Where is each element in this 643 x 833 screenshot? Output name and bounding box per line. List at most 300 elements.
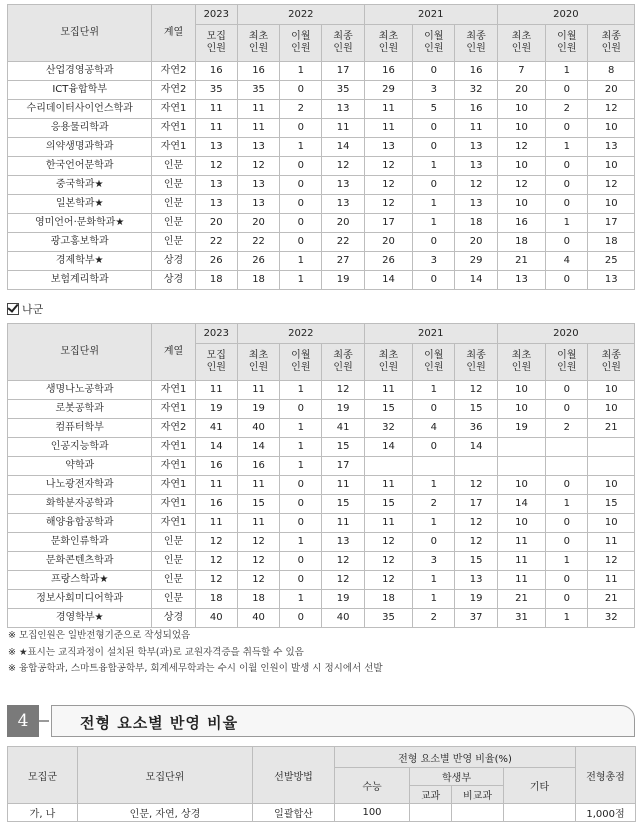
header-carry: 이월 인원 <box>546 25 588 62</box>
count-cell: 0 <box>280 157 322 176</box>
count-cell: 11 <box>195 476 237 495</box>
count-cell: 35 <box>322 81 364 100</box>
count-cell: 14 <box>237 438 279 457</box>
count-cell: 0 <box>413 119 455 138</box>
unit-name-cell: 경영학부★ <box>8 609 152 628</box>
unit-name-cell: 화학분자공학과 <box>8 495 152 514</box>
count-cell: 19 <box>195 400 237 419</box>
count-cell: 12 <box>455 176 497 195</box>
count-cell: 27 <box>322 252 364 271</box>
count-cell: 2 <box>546 419 588 438</box>
header-carry: 이월 인원 <box>413 344 455 381</box>
ratio-method: 일괄합산 <box>253 804 335 822</box>
ratio-subject <box>410 804 452 822</box>
table-row <box>8 233 635 252</box>
count-cell: 40 <box>195 609 237 628</box>
header-final: 최종 인원 <box>322 25 364 62</box>
table-row <box>8 214 635 233</box>
count-cell: 4 <box>546 252 588 271</box>
count-cell: 41 <box>195 419 237 438</box>
count-cell: 26 <box>237 252 279 271</box>
table-row <box>8 252 635 271</box>
count-cell: 14 <box>364 271 412 290</box>
count-cell: 0 <box>280 400 322 419</box>
count-cell <box>546 438 588 457</box>
nagun-label <box>7 301 43 317</box>
count-cell: 19 <box>497 419 545 438</box>
count-cell <box>546 457 588 476</box>
count-cell: 0 <box>280 119 322 138</box>
nagun-text: 나군 <box>22 303 44 316</box>
header-first: 최초 인원 <box>497 344 545 381</box>
count-cell: 36 <box>455 419 497 438</box>
unit-name-cell: 정보사회미디어학과 <box>8 590 152 609</box>
count-cell: 12 <box>364 195 412 214</box>
count-cell: 17 <box>588 214 635 233</box>
count-cell: 13 <box>322 533 364 552</box>
field-cell: 자연1 <box>152 100 195 119</box>
count-cell: 3 <box>413 252 455 271</box>
count-cell: 11 <box>322 119 364 138</box>
count-cell: 3 <box>413 81 455 100</box>
table-row <box>8 533 635 552</box>
count-cell: 0 <box>280 214 322 233</box>
count-cell: 35 <box>237 81 279 100</box>
count-cell: 12 <box>588 100 635 119</box>
field-cell: 자연1 <box>152 438 195 457</box>
count-cell: 1 <box>280 138 322 157</box>
unit-name-cell: 영미언어·문화학과★ <box>8 214 152 233</box>
count-cell: 1 <box>546 552 588 571</box>
table-row <box>8 157 635 176</box>
count-cell: 13 <box>322 195 364 214</box>
header-first: 최초 인원 <box>364 25 412 62</box>
count-cell: 0 <box>546 571 588 590</box>
table-row <box>8 609 635 628</box>
table-row <box>8 495 635 514</box>
count-cell: 18 <box>195 590 237 609</box>
field-cell: 인문 <box>152 590 195 609</box>
count-cell: 12 <box>588 552 635 571</box>
count-cell: 21 <box>497 252 545 271</box>
count-cell: 2 <box>413 495 455 514</box>
count-cell: 15 <box>455 400 497 419</box>
count-cell: 26 <box>195 252 237 271</box>
field-cell: 자연2 <box>152 81 195 100</box>
count-cell: 1 <box>413 195 455 214</box>
count-cell: 16 <box>237 62 279 81</box>
count-cell: 16 <box>364 62 412 81</box>
header-unit: 모집단위 <box>8 5 152 62</box>
count-cell: 16 <box>455 100 497 119</box>
section-title-box <box>51 705 635 737</box>
unit-name-cell: 응용물리학과 <box>8 119 152 138</box>
count-cell: 18 <box>364 590 412 609</box>
count-cell: 12 <box>455 514 497 533</box>
count-cell: 16 <box>195 495 237 514</box>
count-cell: 13 <box>364 138 412 157</box>
unit-name-cell: 생명나노공학과 <box>8 381 152 400</box>
na-table-body <box>8 381 635 628</box>
table-row <box>8 195 635 214</box>
count-cell: 13 <box>195 176 237 195</box>
ratio-other <box>504 804 576 822</box>
count-cell: 10 <box>497 381 545 400</box>
section-header <box>7 705 635 737</box>
count-cell: 19 <box>237 400 279 419</box>
count-cell: 16 <box>455 62 497 81</box>
count-cell: 12 <box>237 533 279 552</box>
header-total: 전형총점 <box>576 747 636 804</box>
count-cell: 12 <box>322 571 364 590</box>
count-cell: 1 <box>546 138 588 157</box>
field-cell: 인문 <box>152 157 195 176</box>
count-cell: 1 <box>546 609 588 628</box>
count-cell: 11 <box>455 119 497 138</box>
count-cell: 1 <box>546 62 588 81</box>
count-cell: 1 <box>280 590 322 609</box>
count-cell: 10 <box>497 400 545 419</box>
header-year-2021: 2021 <box>364 324 497 344</box>
count-cell: 1 <box>280 381 322 400</box>
count-cell <box>413 457 455 476</box>
count-cell: 13 <box>322 176 364 195</box>
header-field: 계열 <box>152 5 195 62</box>
count-cell: 13 <box>455 138 497 157</box>
count-cell: 0 <box>546 271 588 290</box>
ratio-suneung: 100 <box>335 804 410 822</box>
field-cell: 인문 <box>152 552 195 571</box>
unit-name-cell: 문화인류학과 <box>8 533 152 552</box>
count-cell: 12 <box>195 157 237 176</box>
footnote: ※ 융합공학과, 스마트융합공학부, 회계세무학과는 수시 이월 인원이 발생 시 정시에서 선발 <box>8 663 383 674</box>
count-cell: 32 <box>455 81 497 100</box>
na-table-header <box>8 324 635 381</box>
ratio-row <box>8 804 636 822</box>
count-cell: 1 <box>280 419 322 438</box>
count-cell: 10 <box>497 476 545 495</box>
count-cell: 1 <box>413 381 455 400</box>
count-cell: 13 <box>588 138 635 157</box>
field-cell: 인문 <box>152 233 195 252</box>
count-cell: 2 <box>413 609 455 628</box>
table-row <box>8 138 635 157</box>
count-cell: 15 <box>364 495 412 514</box>
count-cell: 13 <box>237 138 279 157</box>
count-cell: 18 <box>237 590 279 609</box>
count-cell: 13 <box>455 571 497 590</box>
count-cell: 20 <box>588 81 635 100</box>
count-cell <box>588 457 635 476</box>
count-cell: 0 <box>413 176 455 195</box>
table-row <box>8 100 635 119</box>
field-cell: 자연1 <box>152 476 195 495</box>
count-cell: 12 <box>455 381 497 400</box>
count-cell: 13 <box>497 271 545 290</box>
count-cell: 0 <box>413 400 455 419</box>
count-cell: 32 <box>588 609 635 628</box>
count-cell: 0 <box>413 233 455 252</box>
count-cell <box>497 438 545 457</box>
count-cell: 22 <box>237 233 279 252</box>
count-cell: 11 <box>195 119 237 138</box>
header-quota: 모집 인원 <box>195 25 237 62</box>
count-cell: 25 <box>588 252 635 271</box>
count-cell: 13 <box>195 195 237 214</box>
field-cell: 인문 <box>152 214 195 233</box>
table-row <box>8 476 635 495</box>
count-cell: 40 <box>322 609 364 628</box>
count-cell: 22 <box>195 233 237 252</box>
count-cell: 14 <box>497 495 545 514</box>
count-cell: 11 <box>364 381 412 400</box>
header-first: 최초 인원 <box>497 25 545 62</box>
count-cell: 19 <box>322 590 364 609</box>
count-cell: 19 <box>322 271 364 290</box>
table-row <box>8 514 635 533</box>
count-cell: 1 <box>413 514 455 533</box>
count-cell: 11 <box>364 119 412 138</box>
count-cell: 14 <box>455 271 497 290</box>
header-unit: 모집단위 <box>78 747 253 804</box>
unit-name-cell: 한국언어문학과 <box>8 157 152 176</box>
count-cell: 2 <box>280 100 322 119</box>
unit-name-cell: 인공지능학과 <box>8 438 152 457</box>
table-row <box>8 419 635 438</box>
count-cell: 16 <box>237 457 279 476</box>
count-cell: 12 <box>195 571 237 590</box>
count-cell: 11 <box>364 476 412 495</box>
unit-name-cell: 광고홍보학과 <box>8 233 152 252</box>
count-cell: 13 <box>237 176 279 195</box>
table-row <box>8 62 635 81</box>
section-number: 4 <box>7 705 39 737</box>
count-cell: 18 <box>497 233 545 252</box>
count-cell: 20 <box>195 214 237 233</box>
count-cell: 12 <box>455 476 497 495</box>
count-cell: 7 <box>497 62 545 81</box>
count-cell: 12 <box>322 381 364 400</box>
count-cell: 0 <box>546 400 588 419</box>
unit-name-cell: 수리데이터사이언스학과 <box>8 100 152 119</box>
count-cell: 0 <box>280 176 322 195</box>
ratio-table-header <box>8 747 636 804</box>
count-cell <box>588 438 635 457</box>
count-cell: 15 <box>322 438 364 457</box>
count-cell: 12 <box>322 552 364 571</box>
ratio-table <box>7 746 636 822</box>
count-cell: 11 <box>588 571 635 590</box>
ratio-total: 1,000점 <box>576 804 636 822</box>
count-cell: 4 <box>413 419 455 438</box>
count-cell: 1 <box>413 590 455 609</box>
count-cell: 0 <box>546 233 588 252</box>
count-cell: 29 <box>455 252 497 271</box>
count-cell: 0 <box>546 590 588 609</box>
count-cell: 12 <box>455 533 497 552</box>
count-cell: 40 <box>237 419 279 438</box>
count-cell: 19 <box>322 400 364 419</box>
count-cell: 11 <box>588 533 635 552</box>
count-cell: 35 <box>364 609 412 628</box>
count-cell: 0 <box>413 438 455 457</box>
ratio-group: 가, 나 <box>8 804 78 822</box>
count-cell: 11 <box>237 381 279 400</box>
count-cell: 13 <box>455 195 497 214</box>
count-cell: 1 <box>280 438 322 457</box>
field-cell: 인문 <box>152 176 195 195</box>
table-row <box>8 119 635 138</box>
unit-name-cell: 해양융합공학과 <box>8 514 152 533</box>
header-final: 최종 인원 <box>588 25 635 62</box>
count-cell: 14 <box>455 438 497 457</box>
count-cell: 21 <box>588 590 635 609</box>
count-cell: 11 <box>322 514 364 533</box>
count-cell: 11 <box>497 552 545 571</box>
ratio-nonsubject <box>452 804 504 822</box>
count-cell: 1 <box>413 476 455 495</box>
field-cell: 자연2 <box>152 62 195 81</box>
count-cell: 0 <box>280 571 322 590</box>
field-cell: 인문 <box>152 533 195 552</box>
count-cell: 35 <box>195 81 237 100</box>
count-cell: 13 <box>322 100 364 119</box>
count-cell: 18 <box>588 233 635 252</box>
count-cell: 18 <box>455 214 497 233</box>
count-cell: 10 <box>497 119 545 138</box>
count-cell: 12 <box>364 533 412 552</box>
count-cell: 20 <box>455 233 497 252</box>
count-cell: 11 <box>237 119 279 138</box>
count-cell: 0 <box>546 119 588 138</box>
count-cell <box>364 457 412 476</box>
count-cell: 32 <box>364 419 412 438</box>
footnote: ※ ★표시는 교직과정이 설치된 학부(과)로 교원자격증을 취득할 수 있음 <box>8 646 304 658</box>
count-cell: 11 <box>195 514 237 533</box>
count-cell: 13 <box>237 195 279 214</box>
unit-name-cell: 나노광전자학과 <box>8 476 152 495</box>
count-cell: 21 <box>588 419 635 438</box>
header-field: 계열 <box>152 324 195 381</box>
unit-name-cell: 약학과 <box>8 457 152 476</box>
table-row <box>8 571 635 590</box>
count-cell: 12 <box>364 176 412 195</box>
header-carry: 이월 인원 <box>546 344 588 381</box>
count-cell: 0 <box>546 157 588 176</box>
table-row <box>8 552 635 571</box>
field-cell: 인문 <box>152 195 195 214</box>
unit-name-cell: 경제학부★ <box>8 252 152 271</box>
count-cell: 5 <box>413 100 455 119</box>
count-cell: 14 <box>364 438 412 457</box>
ga-table-body <box>8 62 635 290</box>
field-cell: 자연1 <box>152 381 195 400</box>
section-title: 전형 요소별 반영 비율 <box>80 714 239 732</box>
field-cell: 자연1 <box>152 400 195 419</box>
count-cell: 12 <box>364 571 412 590</box>
count-cell: 1 <box>413 214 455 233</box>
count-cell: 1 <box>280 457 322 476</box>
count-cell: 10 <box>588 157 635 176</box>
header-other: 기타 <box>504 768 576 804</box>
count-cell: 20 <box>237 214 279 233</box>
count-cell: 19 <box>455 590 497 609</box>
header-suneung: 수능 <box>335 768 410 804</box>
header-carry: 이월 인원 <box>413 25 455 62</box>
count-cell: 11 <box>237 476 279 495</box>
ga-table-header <box>8 5 635 62</box>
count-cell: 3 <box>413 552 455 571</box>
field-cell: 자연2 <box>152 419 195 438</box>
count-cell: 0 <box>280 514 322 533</box>
count-cell: 11 <box>497 571 545 590</box>
count-cell: 12 <box>195 533 237 552</box>
count-cell: 15 <box>322 495 364 514</box>
field-cell: 자연1 <box>152 119 195 138</box>
count-cell: 40 <box>237 609 279 628</box>
count-cell: 0 <box>280 81 322 100</box>
count-cell: 0 <box>413 533 455 552</box>
field-cell: 자연1 <box>152 457 195 476</box>
count-cell: 0 <box>280 476 322 495</box>
section-connector <box>39 720 49 722</box>
header-year-2020: 2020 <box>497 5 634 25</box>
count-cell: 0 <box>546 381 588 400</box>
count-cell: 11 <box>237 514 279 533</box>
count-cell: 20 <box>497 81 545 100</box>
count-cell: 2 <box>546 100 588 119</box>
header-carry: 이월 인원 <box>280 344 322 381</box>
count-cell: 0 <box>413 138 455 157</box>
header-first: 최초 인원 <box>364 344 412 381</box>
header-year-2023: 2023 <box>195 324 237 344</box>
ga-admission-table <box>7 4 635 290</box>
count-cell: 15 <box>455 552 497 571</box>
field-cell: 인문 <box>152 571 195 590</box>
count-cell: 1 <box>546 495 588 514</box>
count-cell: 10 <box>588 119 635 138</box>
count-cell: 29 <box>364 81 412 100</box>
unit-name-cell: 일본학과★ <box>8 195 152 214</box>
unit-name-cell: 프랑스학과★ <box>8 571 152 590</box>
count-cell: 0 <box>546 195 588 214</box>
count-cell: 17 <box>322 62 364 81</box>
count-cell: 41 <box>322 419 364 438</box>
table-row <box>8 176 635 195</box>
count-cell: 1 <box>413 571 455 590</box>
header-year-2021: 2021 <box>364 5 497 25</box>
count-cell: 12 <box>364 552 412 571</box>
unit-name-cell: 보험계리학과 <box>8 271 152 290</box>
header-record: 학생부 <box>410 768 504 786</box>
header-final: 최종 인원 <box>588 344 635 381</box>
field-cell: 상경 <box>152 609 195 628</box>
count-cell: 11 <box>364 100 412 119</box>
count-cell: 13 <box>588 271 635 290</box>
count-cell: 12 <box>195 552 237 571</box>
table-row <box>8 438 635 457</box>
header-final: 최종 인원 <box>322 344 364 381</box>
count-cell: 12 <box>588 176 635 195</box>
table-row <box>8 590 635 609</box>
count-cell: 10 <box>497 100 545 119</box>
na-admission-table <box>7 323 635 628</box>
count-cell: 0 <box>546 176 588 195</box>
count-cell: 1 <box>280 533 322 552</box>
count-cell: 15 <box>237 495 279 514</box>
count-cell <box>497 457 545 476</box>
field-cell: 자연1 <box>152 138 195 157</box>
